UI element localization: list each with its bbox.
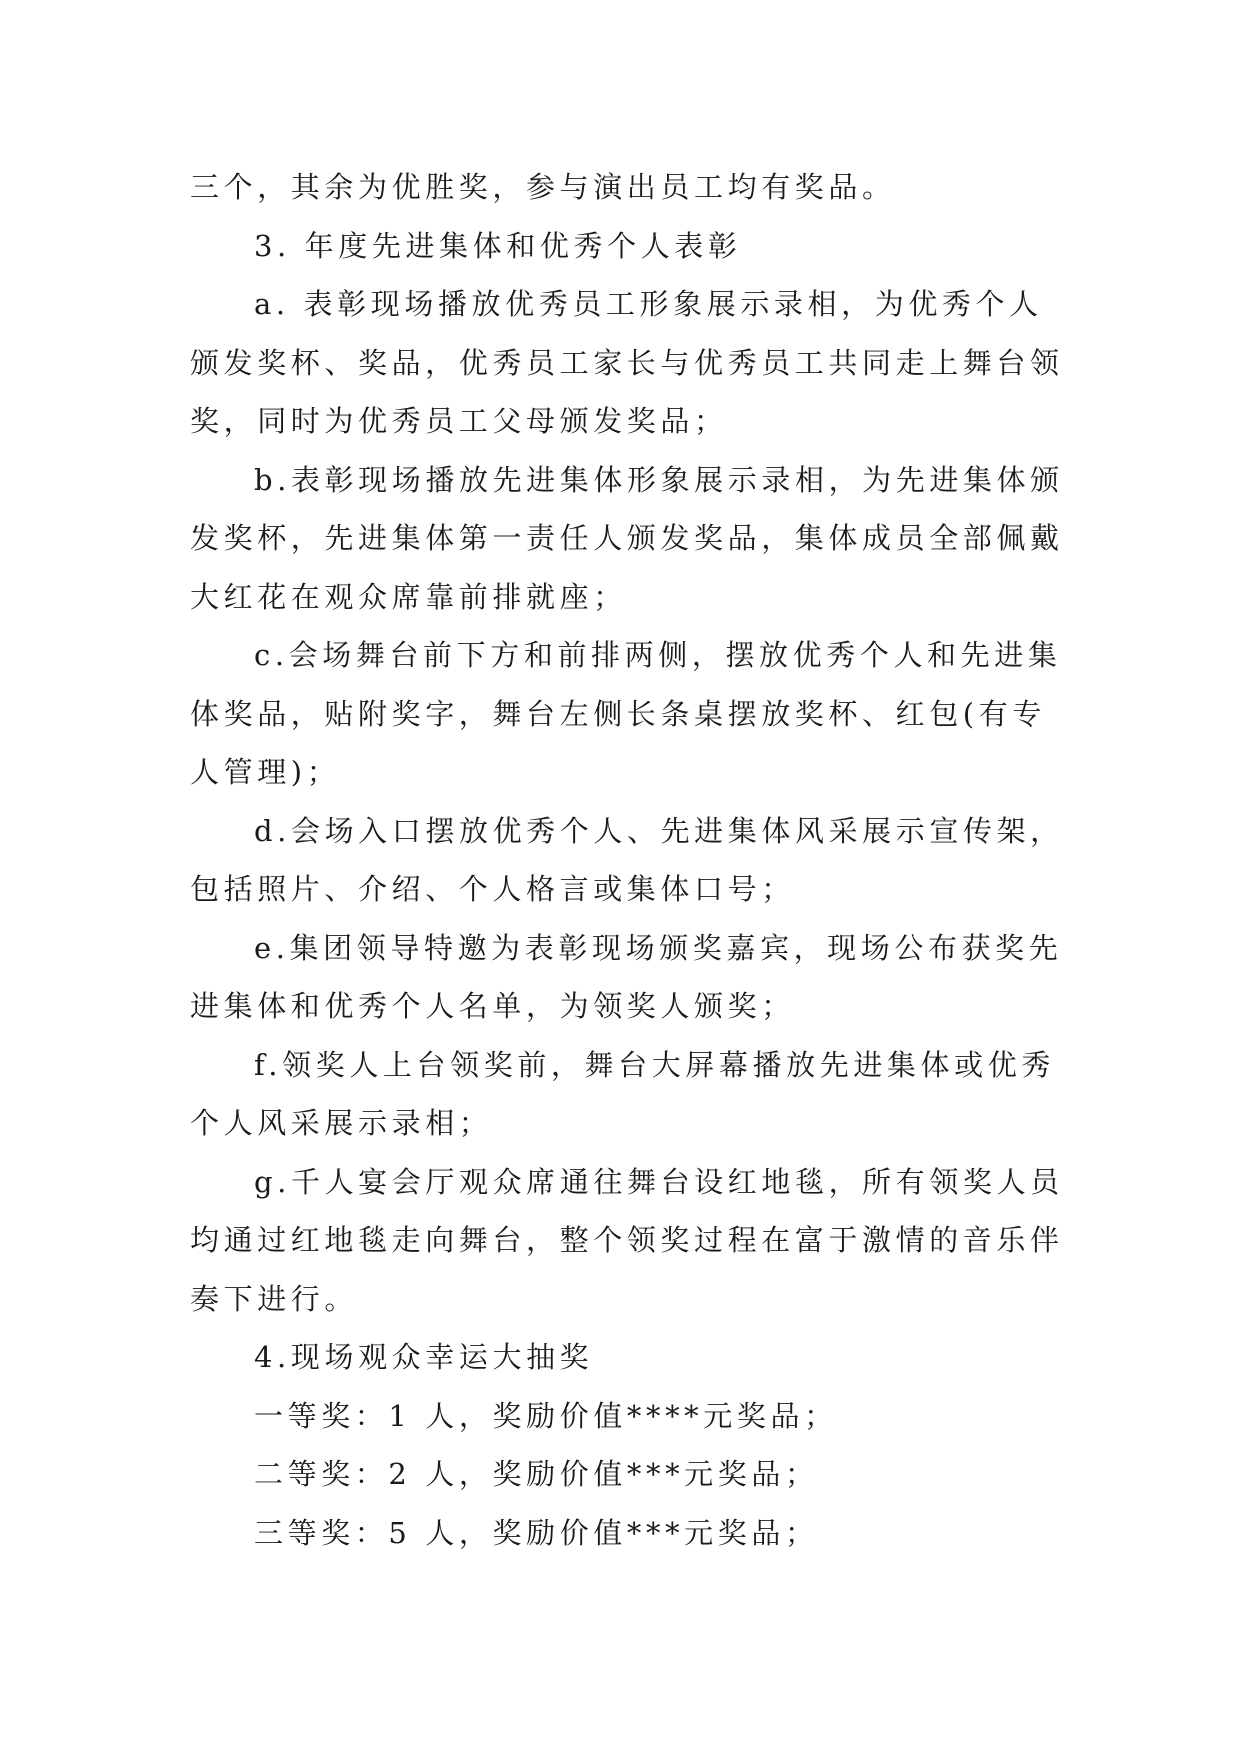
paragraph-item-b: b.表彰现场播放先进集体形象展示录相，为先进集体颁发奖杯，先进集体第一责任人颁发奖品，集体成员全部佩戴大红花在观众席靠前排就座； xyxy=(190,462,1064,614)
section-heading-4: 4.现场观众幸运大抽奖 xyxy=(254,1340,594,1374)
prize-first: 一等奖：1 人，奖励价值****元奖品； xyxy=(254,1398,838,1433)
document-body xyxy=(190,158,1070,1562)
paragraph-item-a: a. 表彰现场播放优秀员工形象展示录相，为优秀个人颁发奖杯、奖品，优秀员工家长与优秀员工共同走上舞台领奖，同时为优秀员工父母颁发奖品； xyxy=(190,287,1064,438)
prize-third: 三等奖：5 人，奖励价值***元奖品； xyxy=(254,1515,819,1550)
paragraph-item-d: d.会场入口摆放优秀个人、先进集体风采展示宣传架，包括照片、介绍、个人格言或集体口号； xyxy=(190,813,1064,906)
paragraph-item-c: c.会场舞台前下方和前排两侧，摆放优秀个人和先进集体奖品，贴附奖字，舞台左侧长条桌摆放奖杯、红包(有专人管理)； xyxy=(190,638,1062,789)
paragraph-item-g: g.千人宴会厅观众席通往舞台设红地毯，所有领奖人员均通过红地毯走向舞台，整个领奖过程在富于激情的音乐伴奏下进行。 xyxy=(190,1164,1064,1316)
paragraph-item-f: f.领奖人上台领奖前，舞台大屏幕播放先进集体或优秀个人风采展示录相； xyxy=(190,1047,1055,1140)
paragraph-continuation: 三个，其余为优胜奖，参与演出员工均有奖品。 xyxy=(190,170,896,204)
section-heading-3: 3. 年度先进集体和优秀个人表彰 xyxy=(254,228,742,263)
paragraph-item-e: e.集团领导特邀为表彰现场颁奖嘉宾，现场公布获奖先进集体和优秀个人名单，为领奖人颁奖； xyxy=(190,930,1063,1023)
prize-second: 二等奖：2 人，奖励价值***元奖品； xyxy=(254,1457,819,1491)
